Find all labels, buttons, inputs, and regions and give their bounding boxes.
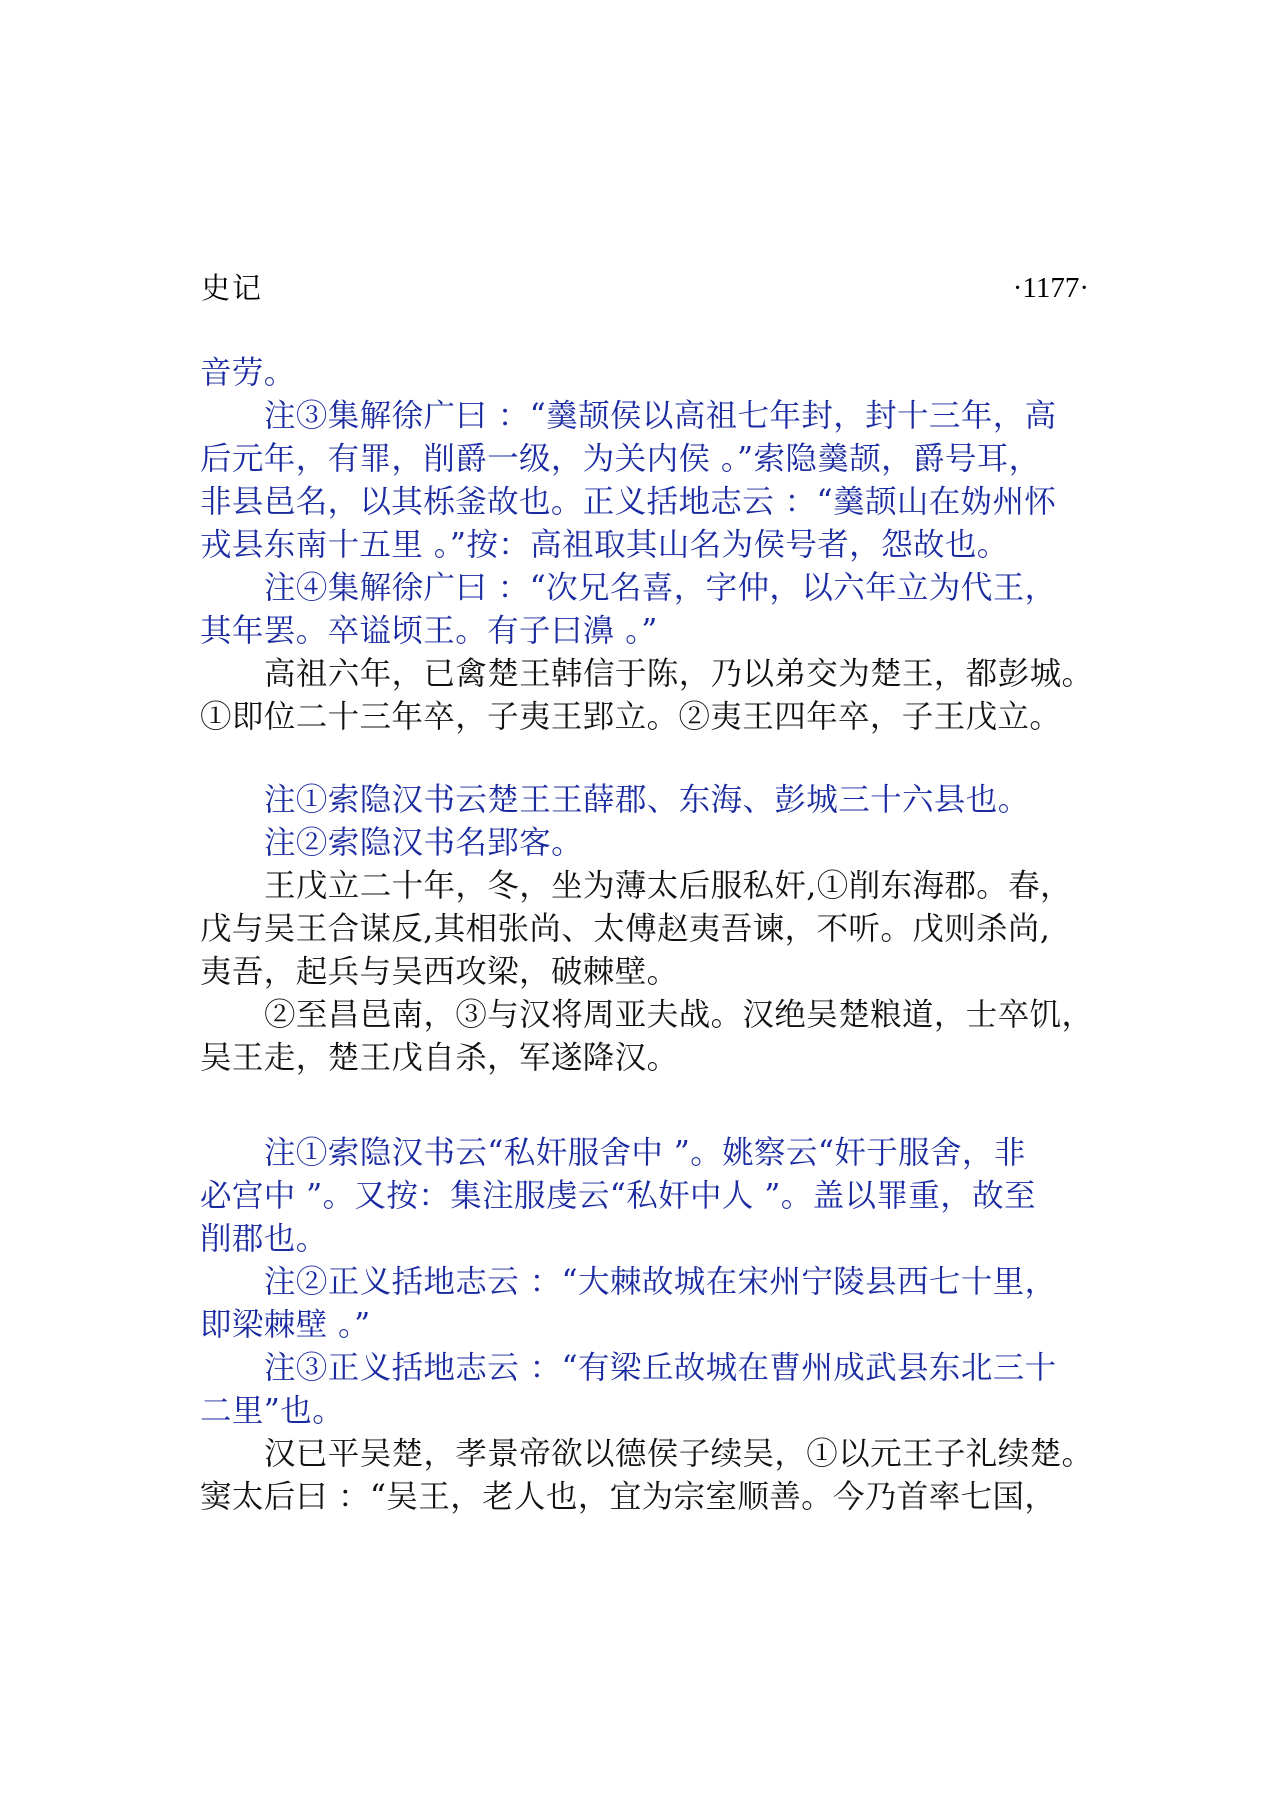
paragraph-gap [200, 739, 1120, 779]
annotation-line: 后元年，有罪，削爵一级，为关内侯 。”索隐羹颉，爵号耳， [200, 441, 1041, 477]
main-text-line: 王戊立二十年，冬，坐为薄太后服私奸,①削东海郡。春， [264, 868, 1072, 904]
running-title: 史记 [201, 271, 264, 305]
annotation-line: 注②正义括地志云 ：“大棘故城在宋州宁陵县西七十里， [264, 1264, 1057, 1300]
annotation-line: 注④集解徐广曰 ：“次兄名喜，字仲，以六年立为代王， [264, 570, 1057, 606]
annotation-line: 注①索隐汉书云楚王王薛郡、东海、彭城三十六县也。 [264, 782, 1030, 818]
annotation-line: 注③正义括地志云 ：“有梁丘故城在曹州成武县东北三十 [264, 1350, 1057, 1386]
body-text [200, 352, 1120, 1519]
annotation-line: 二里”也。 [200, 1393, 345, 1429]
main-text-line: 高祖六年，已禽楚王韩信于陈，乃以弟交为楚王，都彭城。 [264, 656, 1094, 692]
annotation-line: 必宫中 ”。又按：集注服虔云“私奸中人 ”。盖以罪重，故至 [200, 1178, 1036, 1214]
main-text-line: 汉已平吴楚，孝景帝欲以德侯子续吴，①以元王子礼续楚。 [264, 1436, 1094, 1472]
annotation-line: 戎县东南十五里 。”按：高祖取其山名为侯号者，怨故也。 [200, 527, 1009, 563]
main-text-line: 窦太后曰 ：“吴王，老人也，宜为宗室顺善。今乃首率七国， [200, 1479, 1057, 1515]
main-text-line: ①即位二十三年卒，子夷王郢立。②夷王四年卒，子王戊立。 [200, 699, 1062, 735]
annotation-line: 其年罢。卒谥顷王。有子曰濞 。” [200, 613, 658, 649]
annotation-line: 即梁棘壁 。” [200, 1307, 371, 1343]
text-line: 音劳。 [200, 355, 296, 391]
paragraph-gap [200, 1080, 1120, 1132]
annotation-line: 削郡也。 [200, 1221, 328, 1257]
main-text-line: 夷吾，起兵与吴西攻梁，破棘壁。 [200, 954, 679, 990]
annotation-line: 注③集解徐广曰 ：“羹颉侯以高祖七年封，封十三年，高 [264, 398, 1057, 434]
main-text-line: 戊与吴王合谋反,其相张尚、太傅赵夷吾谏，不听。戊则杀尚, [200, 911, 1051, 947]
main-text-line: ②至昌邑南，③与汉将周亚夫战。汉绝吴楚粮道，士卒饥， [264, 997, 1094, 1033]
annotation-line: 注②索隐汉书名郢客。 [264, 825, 584, 861]
page-number: ·1177· [1012, 272, 1089, 304]
main-text-line: 吴王走，楚王戊自杀，军遂降汉。 [200, 1040, 679, 1076]
annotation-line: 注①索隐汉书云“私奸服舍中 ”。姚察云“奸于服舍，非 [264, 1135, 1026, 1171]
annotation-line: 非县邑名，以其栎釜故也。正义括地志云 ：“羹颉山在妫州怀 [200, 484, 1057, 520]
